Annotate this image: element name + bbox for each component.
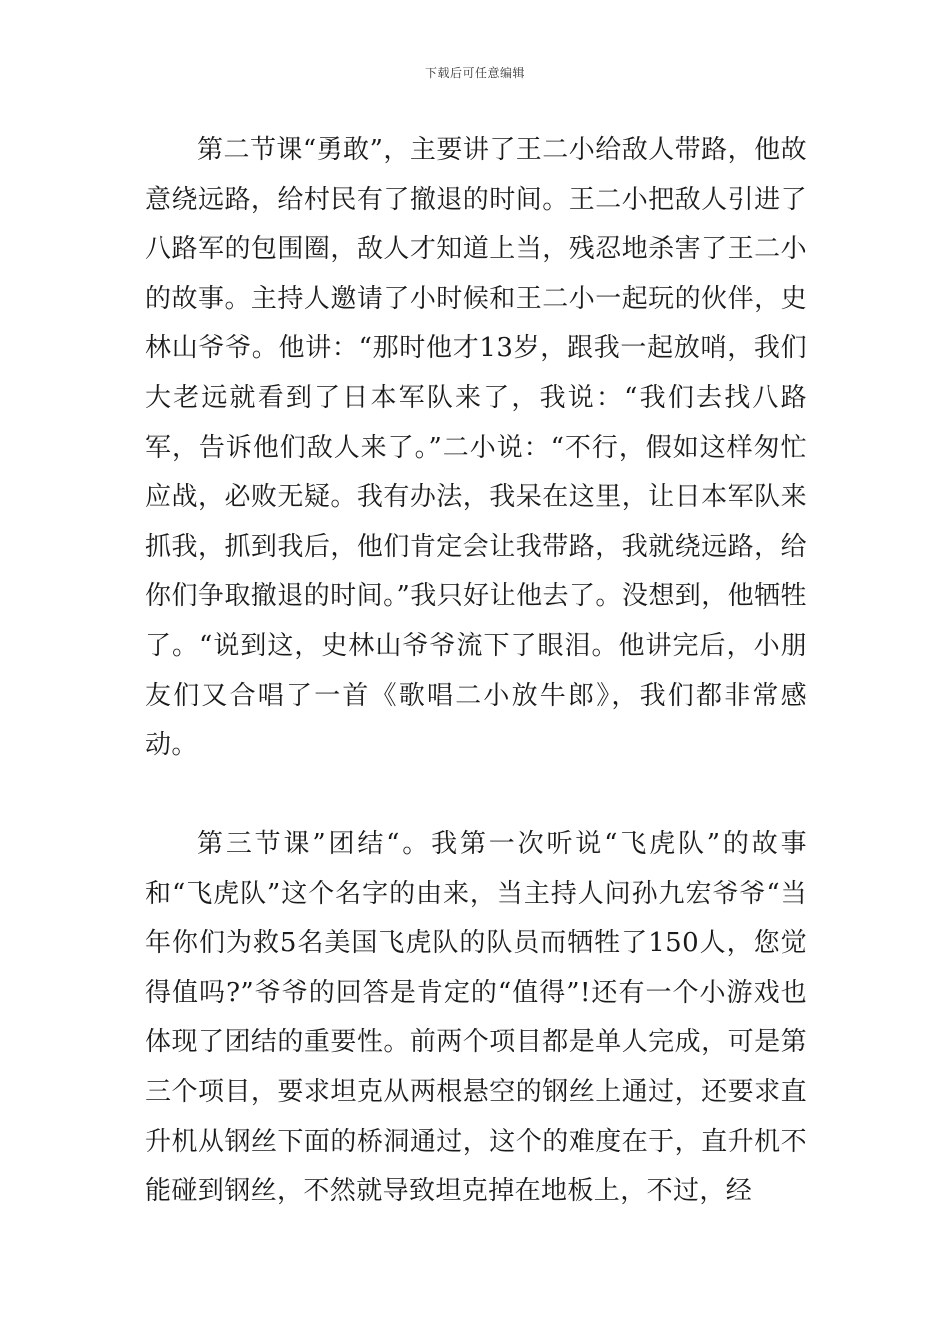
paragraph-lesson-three: 第三节课”团结“。我第一次听说“飞虎队”的故事和“飞虎队”这个名字的由来，当主持人问孙九宏爷爷“当年你们为救5名美国飞虎队的队员而牺牲了150人，您觉得值吗?”爷爷的回答是肯定的“值得”!还有一个小游戏也体现了团结的重要性。前两个项目都是单人完成，可是第三个项目，要求坦克从两根悬空的钢丝上通过，还要求直升机从钢丝下面的桥洞通过，这个的难度在于，直升机不能碰到钢丝，不然就导致坦克掉在地板上，不过，经: [145, 829, 807, 1207]
paragraph-lesson-two: 第二节课“勇敢”，主要讲了王二小给敌人带路，他故意绕远路，给村民有了撤退的时间。王二小把敌人引进了八路军的包围圈，敌人才知道上当，残忍地杀害了王二小的故事。主持人邀请了小时候和王二小一起玩的伙伴，史林山爷爷。他讲：“那时他才13岁，跟我一起放哨，我们大老远就看到了日本军队来了，我说：“我们去找八路军，告诉他们敌人来了。”二小说：“不行，假如这样匆忙应战，必败无疑。我有办法，我呆在这里，让日本军队来抓我，抓到我后，他们肯定会让我带路，我就绕远路，给你们争取撤退的时间。”我只好让他去了。没想到，他牺牲了。“说到这，史林山爷爷流下了眼泪。他讲完后，小朋友们又合唱了一首《歌唱二小放牛郎》，我们都非常感动。: [145, 135, 807, 761]
header-note: 下载后可任意编辑: [424, 66, 525, 80]
